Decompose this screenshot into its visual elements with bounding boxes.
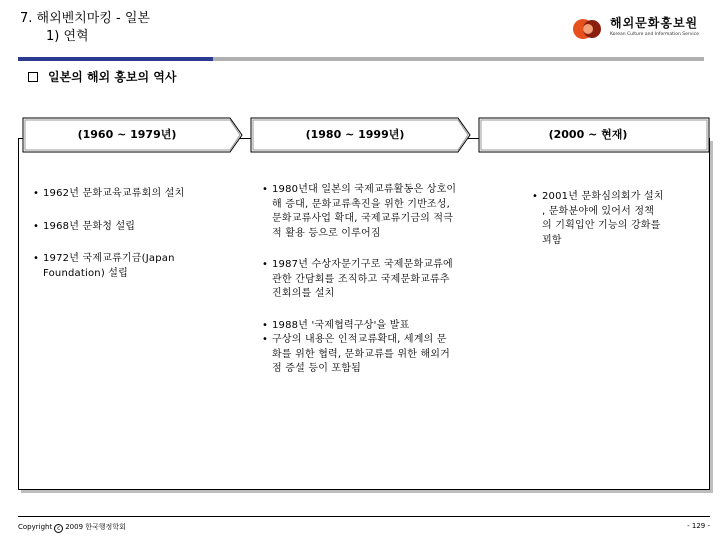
history-item-line: • 구상의 내용은 인적교류확대, 세계의 문 [272,334,447,345]
history-item-line: , 문화분야에 있어서 정책 [542,205,655,217]
section-heading-text: 일본의 해외 홍보의 역사 [48,70,177,84]
period-tab-label: (1960 ~ 1979년) [77,128,177,141]
history-item [532,190,702,248]
page-number: - 129 - [687,522,710,530]
copyright-symbol-icon: c [54,524,63,533]
history-item [262,333,492,377]
history-item [33,220,238,235]
period-tab-1 [22,117,244,153]
logo-name: 해외문화홍보원 [610,16,699,30]
copyright-text: 2009 한국행정학회 [65,523,126,531]
period-tab-2 [250,117,472,153]
history-item-line: 문화교류사업 확대, 국제교류기금의 적극 [272,213,454,224]
history-item-line: • 1968년 문화청 설립 [43,220,136,232]
page-title-line2: 1) 연혁 [46,29,89,44]
header-divider [18,57,704,61]
period-tab-label: (2000 ~ 현재) [548,128,628,141]
period-tab-3 [478,117,710,153]
history-item [262,183,492,241]
history-item [33,187,238,202]
header-divider-rest [213,57,704,61]
checkbox-bullet-icon [28,72,38,82]
history-item-line: • 1988년 '국제협력구상'을 발표 [272,319,410,331]
page-title [20,10,150,46]
history-item-line: 점 증설 등이 포함됨 [272,363,362,374]
history-item-line: • 1980년대 일본의 국제교류활동은 상호이 [272,184,457,195]
copyright [18,522,126,533]
history-item-line: 꾀함 [542,234,562,246]
history-item-line: 관한 간담회를 조직하고 국제문화교류추 [272,273,450,285]
history-item-line: 의 기획입안 기능의 강화를 [542,220,661,231]
footer-divider [18,516,710,517]
logo [572,14,712,44]
history-item-line: • 1972년 국제교류기금(Japan [43,253,175,264]
logo-emblem-icon [572,16,604,42]
copyright-prefix: Copyright [18,523,53,531]
section-heading [28,68,176,85]
history-item-line: 진회의를 설치 [272,288,335,299]
column-1980-1999 [262,183,492,377]
column-1960-1979 [33,187,238,281]
history-item-line: Foundation) 설립 [43,267,129,279]
period-tab-label: (1980 ~ 1999년) [305,128,405,141]
column-2000-present [532,190,702,248]
history-item [262,258,492,302]
history-item-line: • 1962년 문화교육교류회의 설치 [43,188,185,199]
logo-subtitle: Korean Culture and Information Service [610,32,699,37]
history-item [33,252,238,281]
history-item-line: 적 활용 등으로 이루어짐 [272,227,381,239]
page-title-line1: 7. 해외벤치마킹 - 일본 [20,11,150,26]
header-divider-accent [18,57,213,61]
history-item-line: 화를 위한 협력, 문화교류를 위한 해외거 [272,348,451,360]
history-item-line: • 1987년 수상자문기구로 국제문화교류에 [272,259,453,270]
history-item-line: 해 증대, 문화교류촉진을 위한 기반조성, [272,198,451,210]
history-item-line: • 2001년 문화심의회가 설치 [542,191,664,202]
history-item [262,319,492,334]
